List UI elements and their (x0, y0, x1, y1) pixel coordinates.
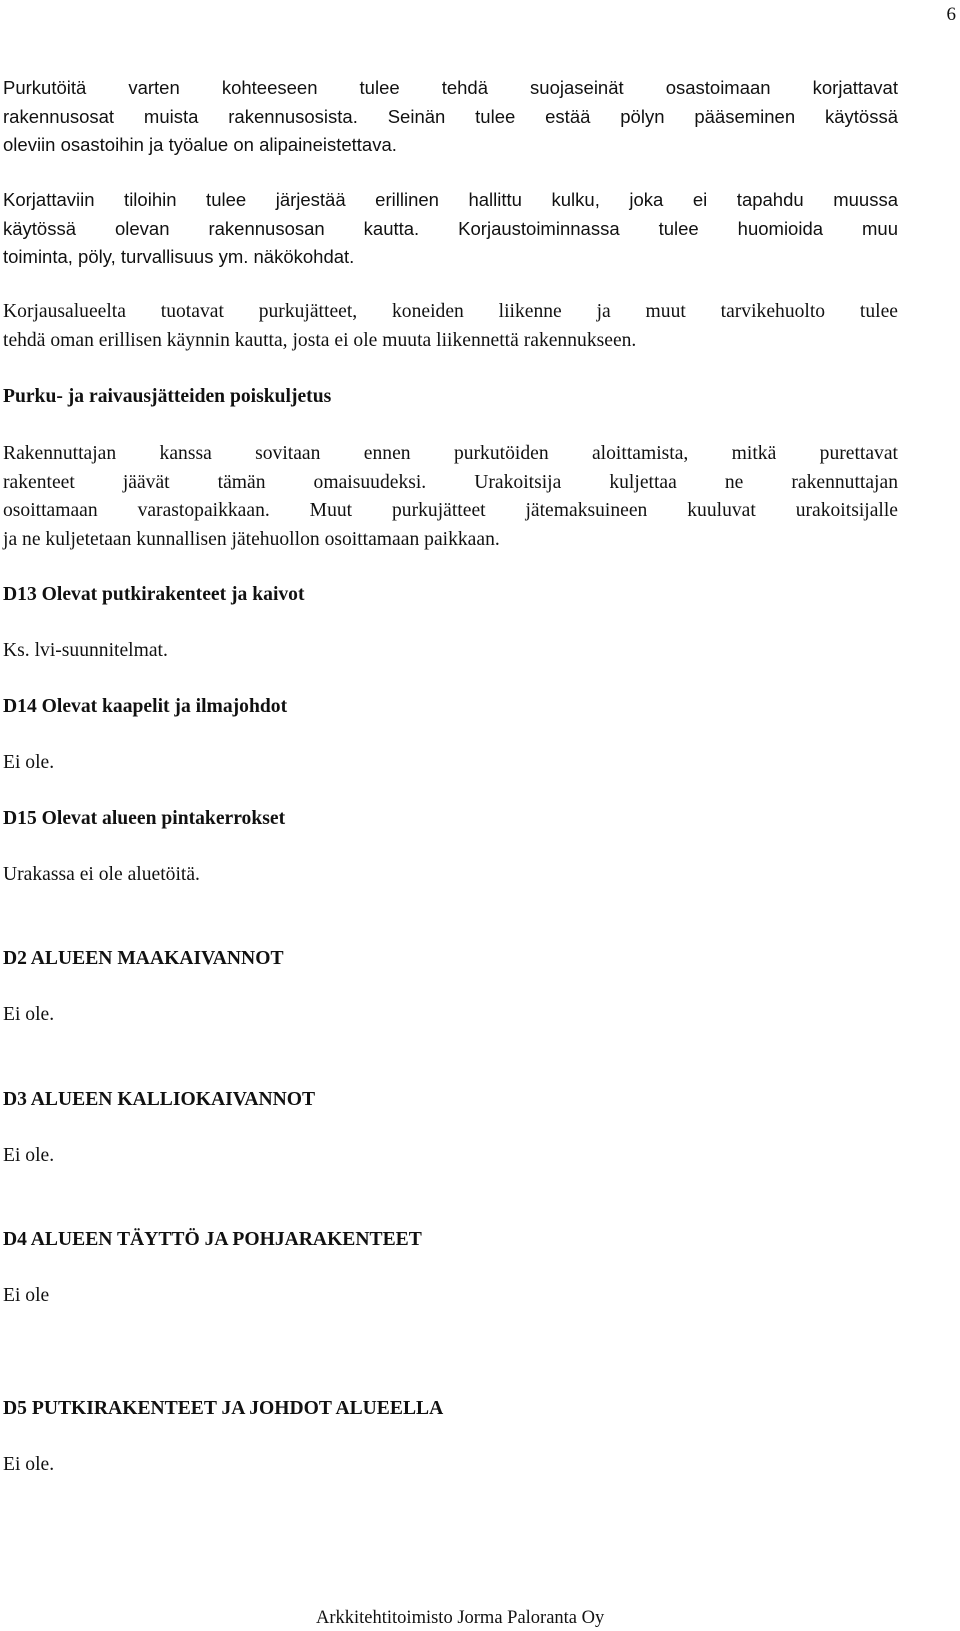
section-heading-d5: D5 PUTKIRAKENTEET JA JOHDOT ALUEELLA (3, 1398, 444, 1419)
section-text-d2: Ei ole. (3, 1004, 55, 1025)
section-text-d4: Ei ole (3, 1285, 50, 1306)
section-heading-d2: D2 ALUEEN MAAKAIVANNOT (3, 948, 284, 969)
paragraph-line: ja ne kuljetetaan kunnallisen jätehuollon osoittamaan paikkaan. (3, 529, 500, 551)
paragraph-line: rakenteet jäävät tämän omaisuudeksi. Urakoitsija kuljettaa ne rakennuttajan (3, 471, 898, 493)
paragraph-line: Korjausalueelta tuotavat purkujätteet, koneiden liikenne ja muut tarvikehuolto tulee (3, 301, 898, 322)
paragraph-line: Rakennuttajan kanssa sovitaan ennen purkutöiden aloittamista, mitkä purettavat (3, 443, 898, 464)
section-text-d15: Urakassa ei ole aluetöitä. (3, 864, 200, 885)
paragraph-line: toiminta, pöly, turvallisuus ym. näkökohdat. (3, 246, 355, 268)
footer-company: Arkkitehtitoimisto Jorma Paloranta Oy (316, 1608, 605, 1628)
paragraph-line: osoittamaan varastopaikkaan. Muut purkujätteet jätemaksuineen kuuluvat urakoitsijalle (3, 500, 898, 522)
paragraph-kulku (3, 186, 898, 272)
paragraph-korjausalue (3, 298, 898, 355)
paragraph-line: rakennusosat muista rakennusosista. Seinän tulee estää pölyn pääseminen käytössä (3, 105, 898, 127)
section-text-d13: Ks. lvi-suunnitelmat. (3, 640, 168, 661)
section-text-d3: Ei ole. (3, 1145, 55, 1166)
section-heading-d15: D15 Olevat alueen pintakerrokset (3, 808, 286, 829)
page-number: 6 (946, 4, 956, 25)
paragraph-suojaseinat (3, 74, 898, 160)
section-text-d5: Ei ole. (3, 1454, 55, 1475)
section-heading-d4: D4 ALUEEN TÄYTTÖ JA POHJARAKENTEET (3, 1229, 422, 1250)
paragraph-line: oleviin osastoihin ja työalue on alipaineistettava. (3, 134, 397, 156)
section-heading-d13: D13 Olevat putkirakenteet ja kaivot (3, 584, 305, 605)
paragraph-line: käytössä olevan rakennusosan kautta. Korjaustoiminnassa tulee huomioida muu (3, 217, 898, 239)
section-heading-purku: Purku- ja raivausjätteiden poiskuljetus (3, 386, 332, 407)
paragraph-line: Purkutöitä varten kohteeseen tulee tehdä suojaseinät osastoimaan korjattavat (3, 77, 898, 98)
section-text-d14: Ei ole. (3, 752, 55, 773)
section-heading-d3: D3 ALUEEN KALLIOKAIVANNOT (3, 1089, 316, 1110)
section-heading-d14: D14 Olevat kaapelit ja ilmajohdot (3, 696, 288, 717)
paragraph-rakennuttaja (3, 440, 898, 555)
paragraph-line: Korjattaviin tiloihin tulee järjestää erillinen hallittu kulku, joka ei tapahdu muussa (3, 189, 898, 210)
paragraph-line: tehdä oman erillisen käynnin kautta, josta ei ole muuta liikennettä rakennukseen. (3, 329, 637, 351)
